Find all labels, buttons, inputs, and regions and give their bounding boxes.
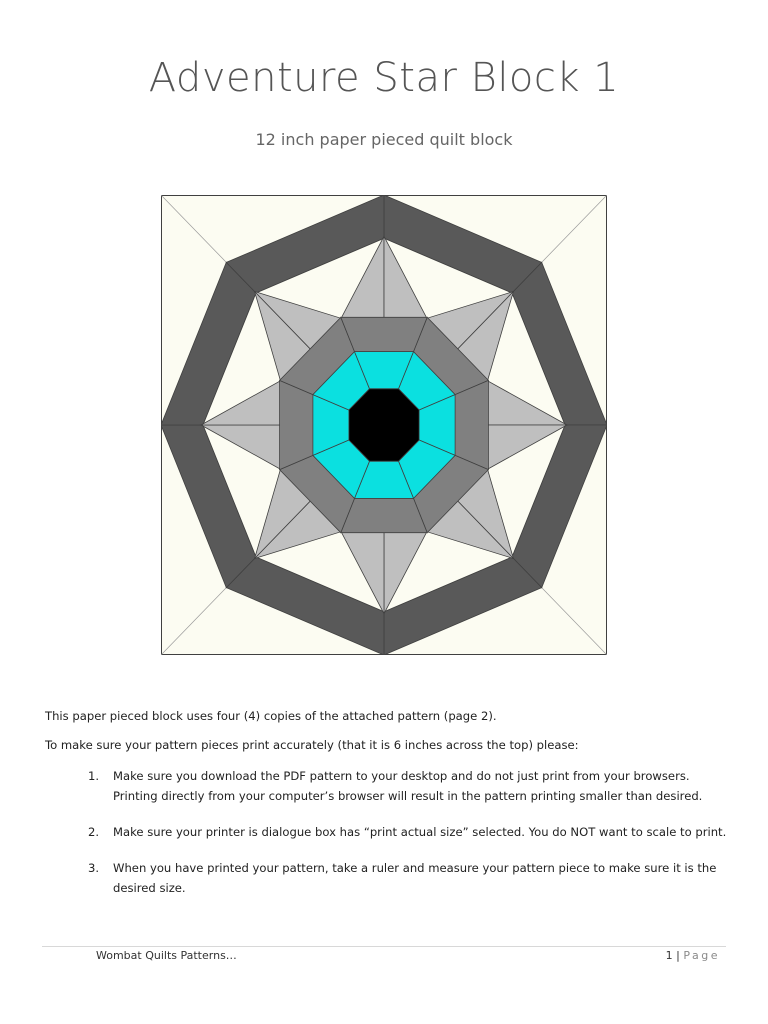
grey-ring-segment: [280, 380, 313, 469]
intro-text-print-accuracy: To make sure your pattern pieces print accurately (that it is 6 inches across the top) please:: [45, 738, 579, 752]
footer-brand: Wombat Quilts Patterns…: [96, 949, 237, 962]
footer-separator: |: [676, 949, 680, 962]
grey-ring-segment: [341, 498, 427, 532]
instruction-text: Make sure your printer is dialogue box has “print actual size” selected. You do NOT want to scale to print.: [113, 825, 727, 839]
intro-text-copies: This paper pieced block uses four (4) copies of the attached pattern (page 2).: [45, 709, 497, 723]
instruction-item: [88, 858, 728, 898]
instruction-text: Make sure you download the PDF pattern to your desktop and do not just print from your browsers. Printing directly from your computer’s browser will result in the pattern printing smaller than desired.: [113, 769, 703, 803]
instruction-item: [88, 822, 728, 842]
instruction-text: When you have printed your pattern, take a ruler and measure your pattern piece to make sure it is the desired size.: [113, 861, 717, 895]
page-title: Adventure Star Block 1: [148, 55, 620, 101]
center-octagon: [349, 389, 419, 461]
page-subtitle: 12 inch paper pieced quilt block: [255, 130, 513, 149]
grey-ring-segment: [341, 317, 427, 351]
instruction-list: [88, 766, 728, 914]
instruction-number: 1.: [88, 769, 100, 783]
footer-page-label: Page: [683, 949, 720, 962]
quilt-block-diagram: [161, 195, 607, 655]
grey-ring-segment: [455, 380, 488, 469]
footer-page-indicator: [666, 948, 720, 964]
instruction-number: 2.: [88, 825, 100, 839]
footer-divider: [42, 946, 726, 947]
footer-page-number: 1: [665, 949, 673, 962]
instruction-number: 3.: [88, 861, 100, 875]
instruction-item: [88, 766, 728, 806]
